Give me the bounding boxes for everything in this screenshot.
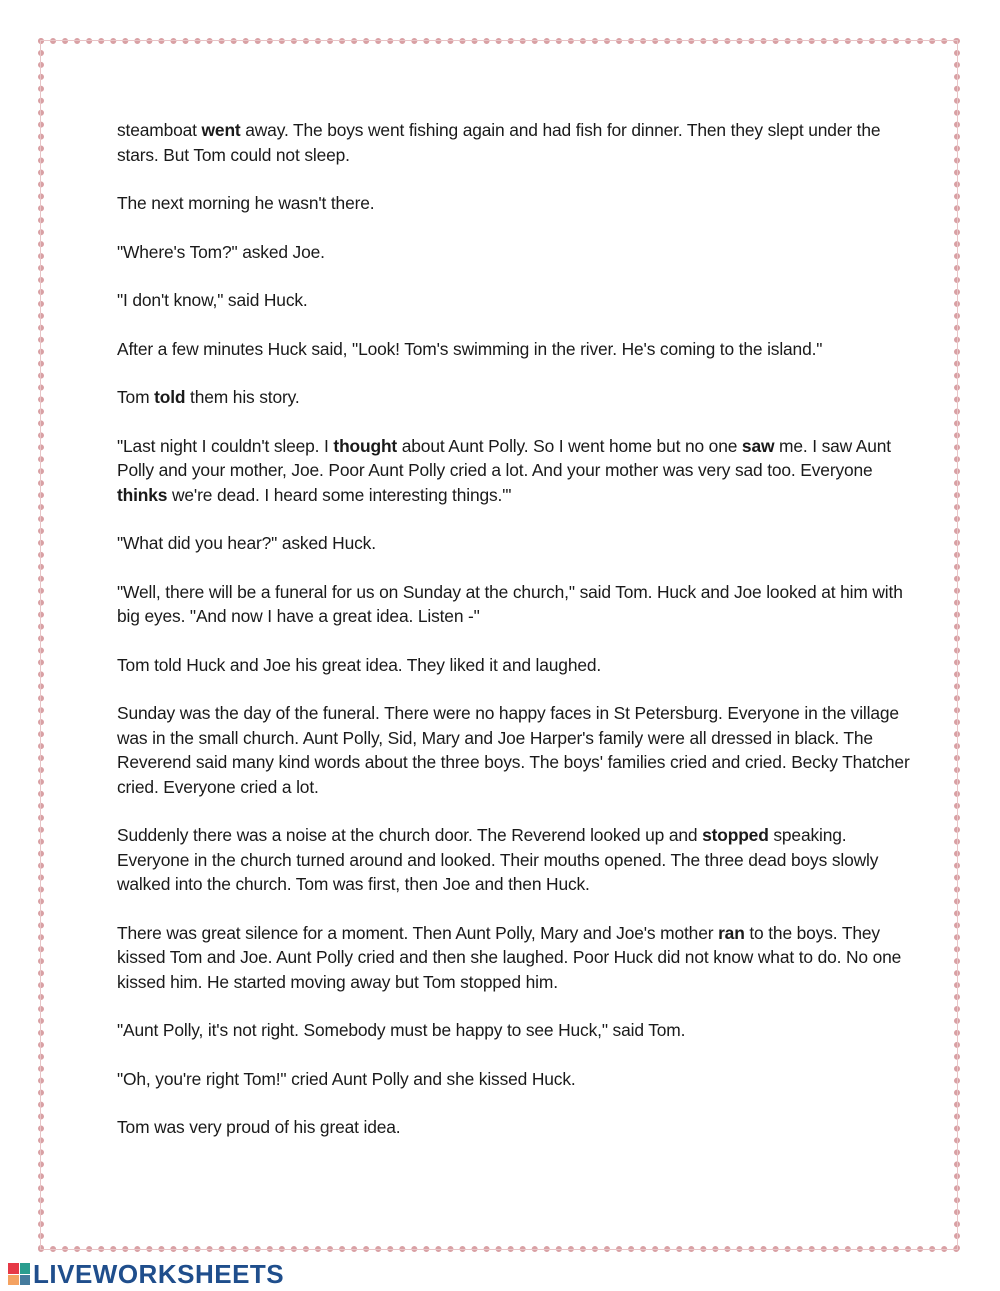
bold-verb: went [201, 120, 241, 140]
text-run: The next morning he wasn't there. [117, 193, 375, 213]
text-run: Sunday was the day of the funeral. There were no happy faces in St Petersburg. Everyone in the village was in the small church. Aunt Polly, Sid, Mary and Joe Harper's family were all dressed in black. The Reverend said many kind words about the three boys. The boys' families cried and cried. Becky Thatcher cried. Everyone cried a lot. [117, 703, 910, 797]
bold-verb: ran [718, 922, 745, 943]
bold-verb: told [154, 387, 186, 407]
story-paragraph [117, 118, 917, 167]
text-run: me. I saw Aunt Polly and your mother, Joe. Poor Aunt Polly cried a lot. And your mother was very sad too. Everyone [117, 435, 891, 480]
story-paragraph [117, 337, 917, 362]
story-paragraph [117, 1018, 917, 1043]
story-paragraph [117, 288, 917, 313]
text-run: Tom [117, 387, 155, 407]
story-paragraph [117, 385, 917, 410]
text-run: we're dead. I heard some interesting things."' [167, 484, 512, 505]
text-run: away. The boys went fishing again and had fish for dinner. Then they slept under the stars. But Tom could not sleep. [117, 120, 881, 165]
bold-verb: thinks [117, 484, 168, 505]
text-run: "Where's Tom?" asked Joe. [117, 241, 325, 262]
text-run: There was great silence for a moment. Then Aunt Polly, Mary and Joe's mother [117, 922, 719, 943]
text-run: "I don't know," said Huck. [117, 290, 308, 310]
liveworksheets-logo[interactable] [8, 1260, 284, 1288]
story-paragraph [117, 653, 917, 678]
story-paragraph [117, 1067, 917, 1092]
story-paragraph [117, 531, 917, 556]
text-run: Suddenly there was a noise at the church door. The Reverend looked up and [117, 825, 703, 845]
story-paragraph [117, 1115, 917, 1140]
story-paragraph [117, 434, 917, 508]
brand-name: LIVEWORKSHEETS [33, 1258, 285, 1289]
story-paragraph [117, 191, 917, 216]
story-paragraph [117, 240, 917, 265]
liveworksheets-mark-icon [8, 1263, 30, 1285]
text-run: about Aunt Polly. So I went home but no one [397, 435, 742, 456]
story-text [117, 118, 917, 1164]
text-run: to the boys. They kissed Tom and Joe. Aunt Polly cried and then she laughed. Poor Huck did not know what to do. No one kissed him. He started moving away but Tom stopped him. [117, 922, 902, 992]
text-run: "Aunt Polly, it's not right. Somebody must be happy to see Huck," said Tom. [117, 1020, 686, 1040]
bold-verb: saw [741, 435, 775, 456]
text-run: Tom was very proud of his great idea. [117, 1117, 401, 1137]
text-run: "What did you hear?" asked Huck. [117, 533, 376, 553]
text-run: Tom told Huck and Joe his great idea. They liked it and laughed. [117, 654, 602, 675]
text-run: them his story. [185, 387, 300, 407]
text-run: "Last night I couldn't sleep. I [117, 435, 334, 456]
text-run: steamboat [117, 120, 202, 140]
bold-verb: stopped [702, 825, 769, 845]
story-paragraph [117, 580, 917, 629]
text-run: "Oh, you're right Tom!" cried Aunt Polly and she kissed Huck. [117, 1068, 576, 1089]
bold-verb: thought [333, 435, 398, 456]
text-run: speaking. Everyone in the church turned around and looked. Their mouths opened. The three dead boys slowly walked into the church. Tom was first, then Joe and then Huck. [117, 825, 879, 894]
story-paragraph [117, 823, 917, 897]
text-run: "Well, there will be a funeral for us on Sunday at the church," said Tom. Huck and Joe looked at him with big eyes. "And now I have a great idea. Listen -" [117, 581, 903, 626]
text-run: After a few minutes Huck said, "Look! Tom's swimming in the river. He's coming to the island." [117, 338, 823, 359]
story-paragraph [117, 701, 917, 799]
story-paragraph [117, 921, 917, 995]
